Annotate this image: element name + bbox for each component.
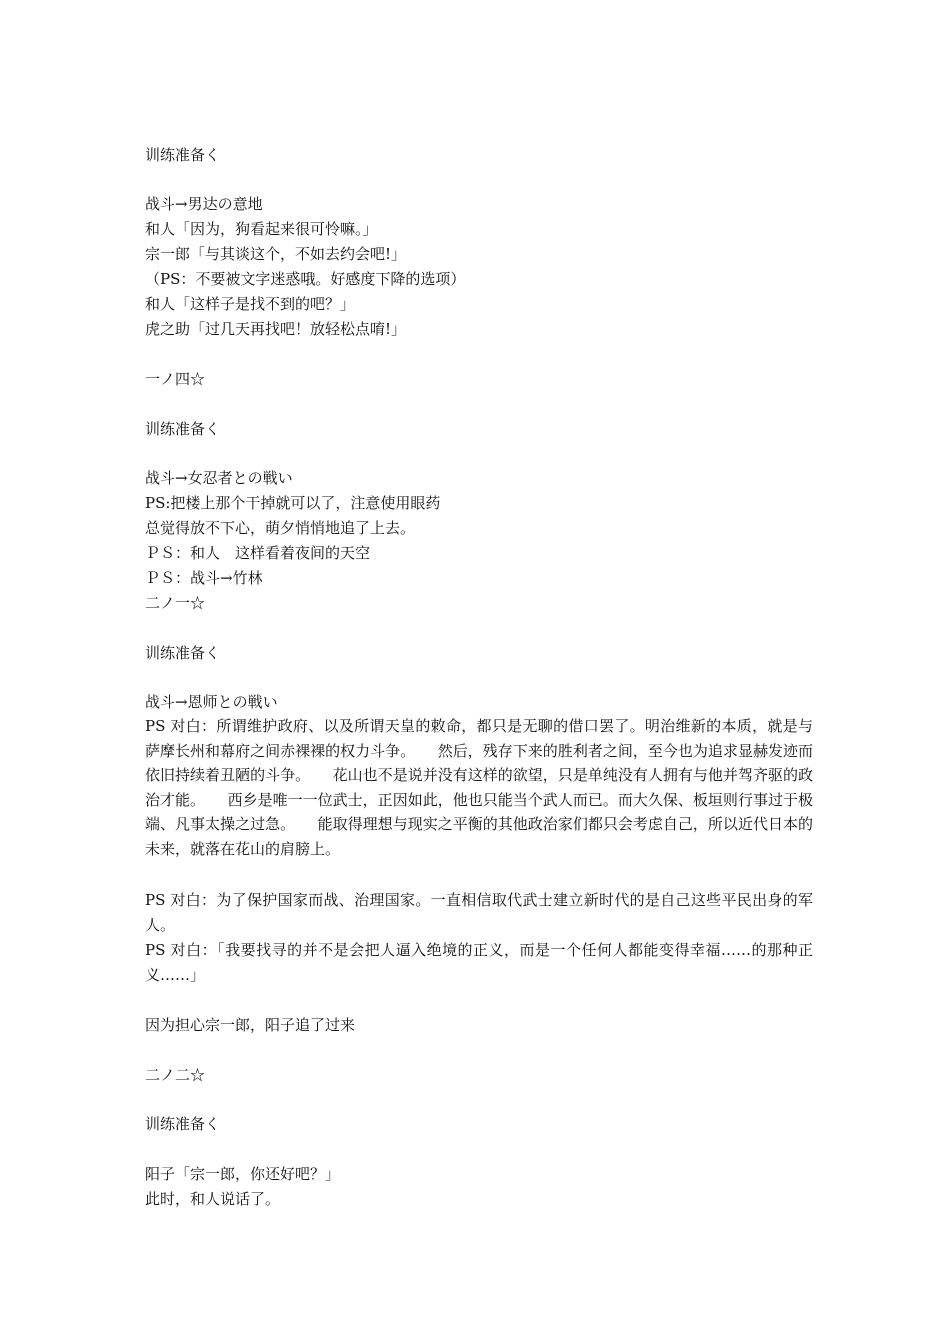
chapter-marker: 二ノ一☆	[145, 594, 206, 612]
section-header: 训练准备く	[145, 644, 221, 662]
dialogue-paragraph: PS 对白：「我要找寻的并不是会把人逼入绝境的正义，而是一个任何人都能变得幸福……的那种正义……」	[145, 941, 813, 984]
chapter-marker: 二ノ二☆	[145, 1066, 206, 1084]
dialogue-line: 宗一郎「与其谈这个，不如去约会吧!」	[145, 245, 407, 263]
chapter-marker: 一ノ四☆	[145, 370, 206, 388]
dialogue-line: 阳子「宗一郎，你还好吧？」	[145, 1165, 341, 1183]
battle-line: 战斗→恩师との戦い	[145, 693, 278, 711]
dialogue-line: 和人「因为，狗看起来很可怜嘛。」	[145, 220, 378, 238]
text-line: 此时，和人说话了。	[145, 1190, 281, 1208]
note-line: ＰＳ：和人 这样看着夜间的天空	[145, 544, 371, 562]
dialogue-line: 虎之助「过几天再找吧！放轻松点唷!」	[145, 320, 407, 338]
section-header: 训练准备く	[145, 1115, 221, 1133]
note-line: （PS：不要被文字迷惑哦。好感度下降的选项）	[145, 270, 466, 288]
note-line: PS:把楼上那个干掉就可以了，注意使用眼药	[145, 494, 441, 512]
battle-line: 战斗→女忍者との戦い	[145, 469, 293, 487]
text-line: 总觉得放不下心，萌夕悄悄地追了上去。	[145, 519, 416, 537]
dialogue-paragraph: PS 对白：为了保护国家而战、治理国家。一直相信取代武士建立新时代的是自己这些平民出身的军人。	[145, 891, 813, 934]
dialogue-paragraph: PS 对白：所谓维护政府、以及所谓天皇的敕命，都只是无聊的借口罢了。明治维新的本质，就是与萨摩长州和幕府之间赤裸裸的权力斗争。 然后，残存下来的胜利者之间，至今也为追求显赫发迹而依旧持续着丑陋的斗争。 花山也不是说并没有这样的欲望，只是单纯没有人拥有与他并驾齐驱的政治才能。 西乡是唯一一位武士，正因如此，他也只能当个武人而已。而大久保、板垣则行事过于极端、凡事太操之过急。 能取得理想与现实之平衡的其他政治家们都只会考虑自己，所以近代日本的未来，就落在花山的肩膀上。	[145, 717, 813, 858]
dialogue-line: 和人「这样子是找不到的吧？」	[145, 295, 356, 313]
battle-line: 战斗→男达の意地	[145, 195, 263, 213]
note-line: ＰＳ：战斗→竹林	[145, 569, 263, 587]
text-line: 因为担心宗一郎，阳子追了过来	[145, 1016, 356, 1034]
section-header: 训练准备く	[145, 420, 221, 438]
section-header: 训练准备く	[145, 146, 221, 164]
